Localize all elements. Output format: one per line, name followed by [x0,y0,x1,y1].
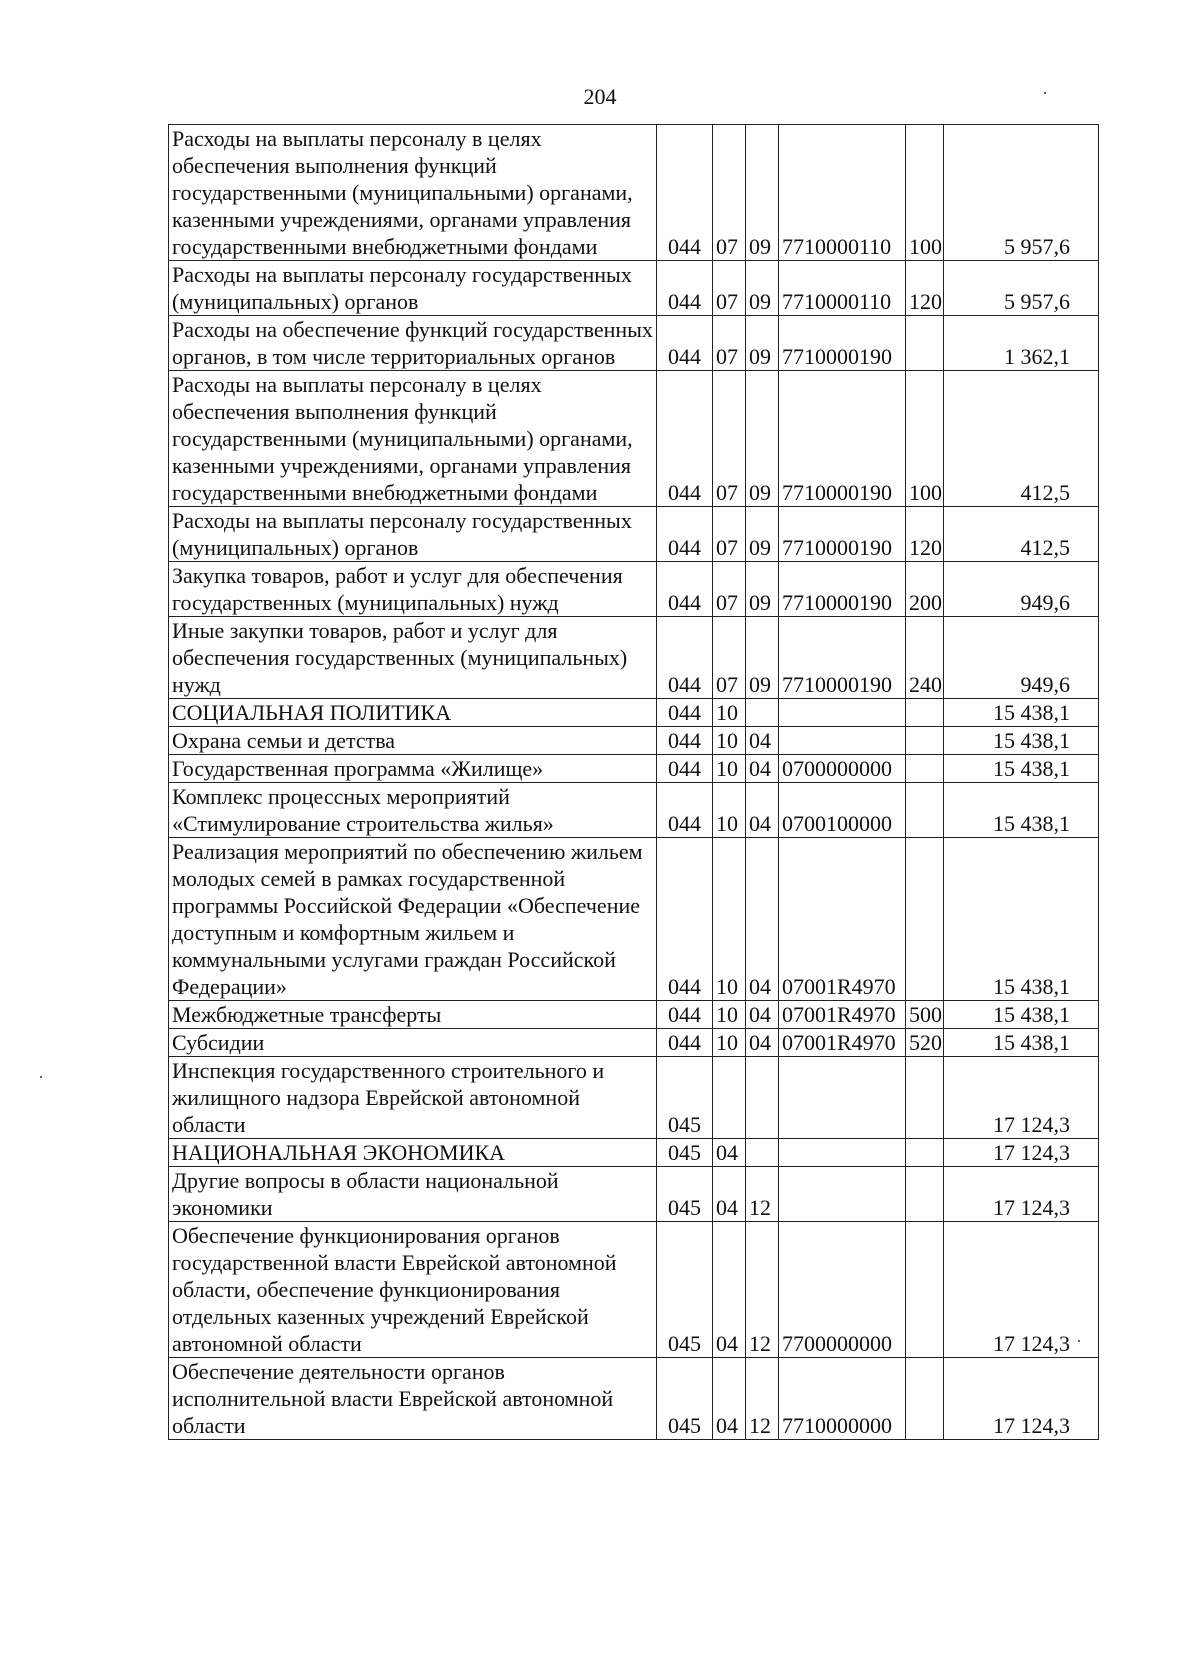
row-section-code: 07 [713,617,746,699]
row-name: Закупка товаров, работ и услуг для обеспечения государственных (муниципальных) нужд [169,562,657,617]
row-name: Инспекция государственного строительного и жилищного надзора Еврейской автономной области [169,1057,657,1139]
row-amount: 412,5 [944,507,1099,562]
table-row [169,1167,1099,1222]
table-row [169,261,1099,316]
row-section-code: 10 [713,783,746,838]
row-target-article-code: 7710000190 [779,316,906,371]
budget-table [168,124,1099,1440]
row-target-article-code: 7710000110 [779,125,906,261]
row-expense-type-code [906,1139,944,1167]
table-row [169,699,1099,727]
row-ved-code: 044 [657,838,713,1001]
table-row [169,755,1099,783]
row-amount: 949,6 [944,562,1099,617]
row-target-article-code: 07001R4970 [779,1029,906,1057]
row-section-code: 10 [713,838,746,1001]
row-name: Обеспечение функционирования органов государственной власти Еврейской автономной области, обеспечение функционирования отдельных казенных учреждений Еврейской автономной области [169,1222,657,1358]
row-target-article-code [779,1139,906,1167]
table-row [169,371,1099,507]
row-amount: 5 957,6 [944,125,1099,261]
row-expense-type-code: 240 [906,617,944,699]
row-amount: 15 438,1 [944,1001,1099,1029]
table-row [169,1358,1099,1440]
row-section-code: 07 [713,261,746,316]
row-amount: 15 438,1 [944,838,1099,1001]
row-expense-type-code: 520 [906,1029,944,1057]
table-row [169,727,1099,755]
row-amount: 15 438,1 [944,1029,1099,1057]
row-section-code: 07 [713,562,746,617]
row-subsection-code: 04 [746,838,779,1001]
row-target-article-code [779,727,906,755]
row-name: Иные закупки товаров, работ и услуг для обеспечения государственных (муниципальных) нужд [169,617,657,699]
row-subsection-code [746,1057,779,1139]
row-ved-code: 044 [657,727,713,755]
row-target-article-code: 7700000000 [779,1222,906,1358]
row-target-article-code: 07001R4970 [779,838,906,1001]
row-expense-type-code [906,1057,944,1139]
table-row [169,125,1099,261]
row-subsection-code: 04 [746,755,779,783]
row-name: СОЦИАЛЬНАЯ ПОЛИТИКА [169,699,657,727]
row-ved-code: 044 [657,1029,713,1057]
row-section-code: 07 [713,125,746,261]
row-amount: 15 438,1 [944,755,1099,783]
row-section-code: 04 [713,1167,746,1222]
row-name: Комплекс процессных мероприятий «Стимулирование строительства жилья» [169,783,657,838]
row-section-code: 04 [713,1139,746,1167]
row-ved-code: 044 [657,783,713,838]
scan-speck [40,1076,42,1078]
row-expense-type-code [906,727,944,755]
row-ved-code: 044 [657,507,713,562]
row-target-article-code: 7710000190 [779,507,906,562]
table-row [169,1222,1099,1358]
row-ved-code: 044 [657,316,713,371]
row-section-code: 10 [713,755,746,783]
row-subsection-code: 09 [746,507,779,562]
row-target-article-code: 7710000190 [779,371,906,507]
row-amount: 17 124,3 [944,1139,1099,1167]
row-section-code: 10 [713,1029,746,1057]
row-amount: 412,5 [944,371,1099,507]
row-subsection-code: 12 [746,1167,779,1222]
row-subsection-code: 09 [746,261,779,316]
row-name: Другие вопросы в области национальной экономики [169,1167,657,1222]
row-section-code: 07 [713,507,746,562]
row-ved-code: 044 [657,125,713,261]
row-section-code: 10 [713,1001,746,1029]
row-ved-code: 045 [657,1139,713,1167]
row-subsection-code: 12 [746,1222,779,1358]
row-target-article-code: 7710000110 [779,261,906,316]
row-amount: 17 124,3 [944,1222,1099,1358]
row-ved-code: 044 [657,371,713,507]
row-amount: 1 362,1 [944,316,1099,371]
row-target-article-code [779,699,906,727]
row-name: Расходы на выплаты персоналу в целях обеспечения выполнения функций государственными (муниципальными) органами, казенными учреждениями, органами управления государственными внебюджетными фондами [169,371,657,507]
row-expense-type-code: 100 [906,371,944,507]
row-name: Охрана семьи и детства [169,727,657,755]
row-subsection-code: 04 [746,1001,779,1029]
row-amount: 17 124,3 [944,1167,1099,1222]
row-expense-type-code [906,1222,944,1358]
row-amount: 17 124,3 [944,1057,1099,1139]
row-subsection-code [746,699,779,727]
table-row [169,783,1099,838]
row-ved-code: 045 [657,1167,713,1222]
row-name: Расходы на выплаты персоналу государственных (муниципальных) органов [169,507,657,562]
row-expense-type-code [906,316,944,371]
row-name: НАЦИОНАЛЬНАЯ ЭКОНОМИКА [169,1139,657,1167]
row-name: Субсидии [169,1029,657,1057]
row-section-code: 07 [713,316,746,371]
row-section-code: 04 [713,1222,746,1358]
row-name: Расходы на выплаты персоналу в целях обеспечения выполнения функций государственными (муниципальными) органами, казенными учреждениями, органами управления государственными внебюджетными фондами [169,125,657,261]
row-target-article-code [779,1167,906,1222]
row-expense-type-code: 120 [906,507,944,562]
table-row [169,1057,1099,1139]
row-expense-type-code: 200 [906,562,944,617]
row-expense-type-code [906,1167,944,1222]
table-row [169,617,1099,699]
row-subsection-code: 12 [746,1358,779,1440]
row-ved-code: 045 [657,1222,713,1358]
table-row [169,507,1099,562]
row-section-code: 10 [713,699,746,727]
row-subsection-code: 09 [746,125,779,261]
row-subsection-code: 04 [746,727,779,755]
row-ved-code: 044 [657,1001,713,1029]
row-expense-type-code [906,1358,944,1440]
row-target-article-code [779,1057,906,1139]
row-subsection-code: 04 [746,1029,779,1057]
row-expense-type-code [906,838,944,1001]
page-number: 204 [583,84,617,109]
row-ved-code: 044 [657,699,713,727]
row-amount: 15 438,1 [944,727,1099,755]
scan-speck [1044,92,1046,94]
row-name: Межбюджетные трансферты [169,1001,657,1029]
table-row [169,316,1099,371]
row-subsection-code: 09 [746,562,779,617]
row-amount: 5 957,6 [944,261,1099,316]
row-ved-code: 044 [657,617,713,699]
row-target-article-code: 7710000190 [779,617,906,699]
row-amount: 15 438,1 [944,783,1099,838]
row-target-article-code: 7710000190 [779,562,906,617]
table-row [169,1139,1099,1167]
row-target-article-code: 0700000000 [779,755,906,783]
row-name: Обеспечение деятельности органов исполнительной власти Еврейской автономной области [169,1358,657,1440]
row-ved-code: 045 [657,1358,713,1440]
row-subsection-code [746,1139,779,1167]
row-expense-type-code [906,755,944,783]
row-name: Расходы на выплаты персоналу государственных (муниципальных) органов [169,261,657,316]
row-amount: 949,6 [944,617,1099,699]
row-name: Государственная программа «Жилище» [169,755,657,783]
table-row [169,1001,1099,1029]
row-amount: 15 438,1 [944,699,1099,727]
row-expense-type-code [906,783,944,838]
table-row [169,562,1099,617]
table-row [169,1029,1099,1057]
row-subsection-code: 09 [746,316,779,371]
row-subsection-code: 09 [746,371,779,507]
row-subsection-code: 04 [746,783,779,838]
row-section-code: 04 [713,1358,746,1440]
row-ved-code: 044 [657,755,713,783]
row-section-code: 07 [713,371,746,507]
row-ved-code: 044 [657,261,713,316]
row-expense-type-code: 100 [906,125,944,261]
row-name: Реализация мероприятий по обеспечению жильем молодых семей в рамках государственной программы Российской Федерации «Обеспечение доступным и комфортным жильем и коммунальными услугами граждан Российской Федерации» [169,838,657,1001]
table-row [169,838,1099,1001]
row-subsection-code: 09 [746,617,779,699]
row-name: Расходы на обеспечение функций государственных органов, в том числе территориальных органов [169,316,657,371]
row-target-article-code: 0700100000 [779,783,906,838]
row-ved-code: 045 [657,1057,713,1139]
row-amount: 17 124,3 [944,1358,1099,1440]
row-target-article-code: 7710000000 [779,1358,906,1440]
row-expense-type-code: 500 [906,1001,944,1029]
row-expense-type-code: 120 [906,261,944,316]
row-ved-code: 044 [657,562,713,617]
row-section-code: 10 [713,727,746,755]
row-expense-type-code [906,699,944,727]
row-section-code [713,1057,746,1139]
row-target-article-code: 07001R4970 [779,1001,906,1029]
